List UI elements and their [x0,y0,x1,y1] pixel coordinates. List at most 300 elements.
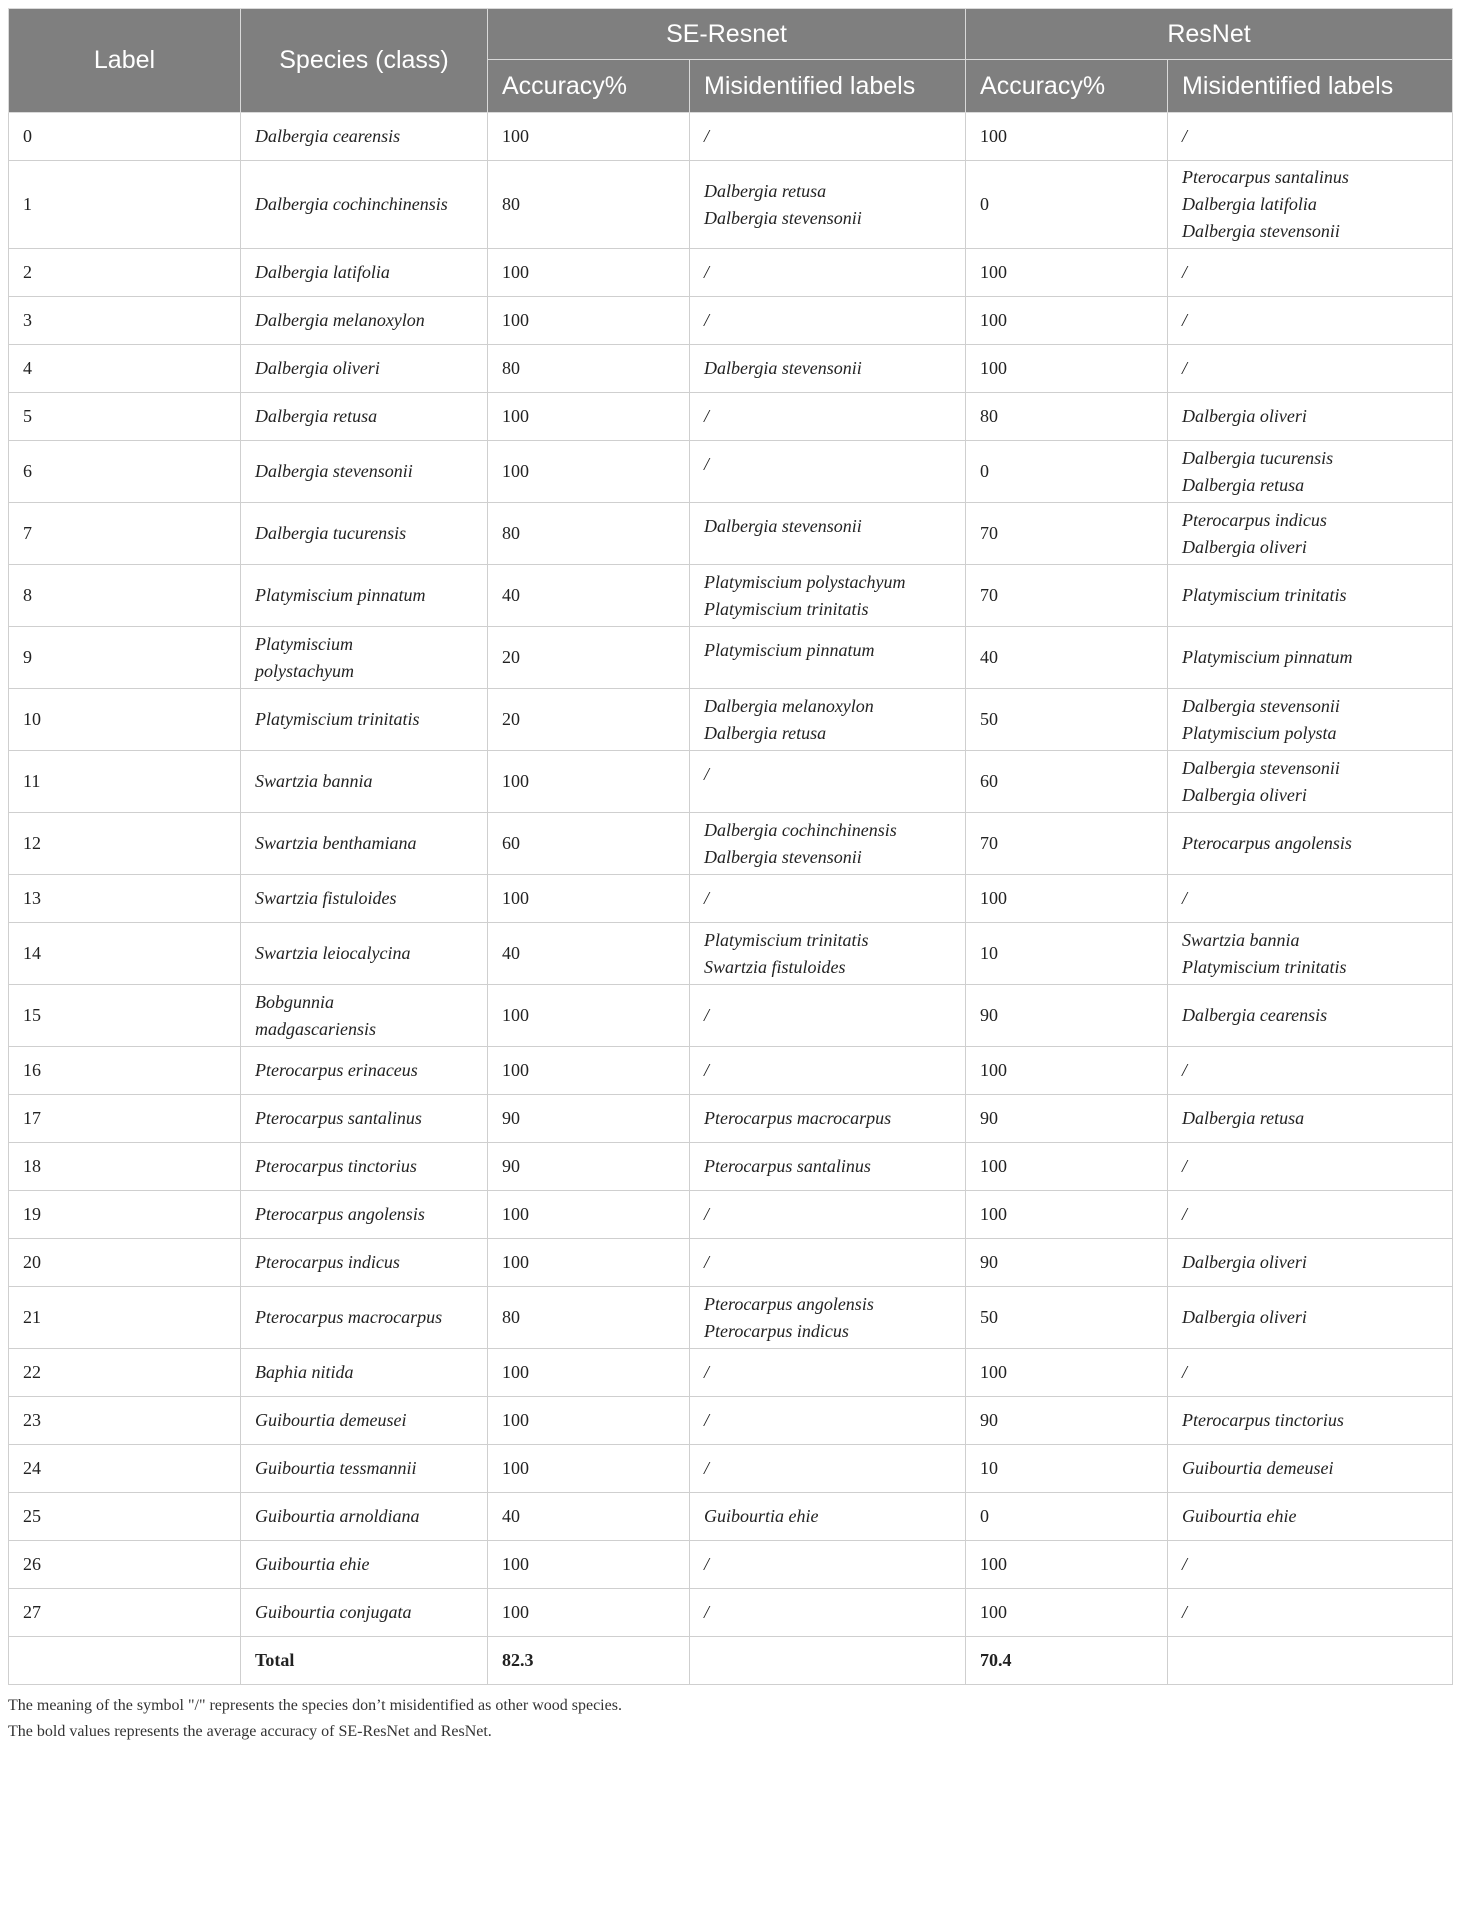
label-cell: 6 [9,441,241,503]
label-cell: 20 [9,1239,241,1287]
header-se-accuracy: Accuracy% [488,60,690,113]
table-row [9,113,1453,161]
species-cell-line: Pterocarpus macrocarpus [255,1307,443,1327]
resnet-accuracy-cell: 60 [966,751,1168,813]
resnet-misidentified-cell [1168,297,1453,345]
se-accuracy-cell: 100 [488,1397,690,1445]
species-cell-line: Swartzia bannia [255,771,373,791]
species-cell-line: Dalbergia tucurensis [255,523,407,543]
resnet-misidentified-cell-line: Dalbergia stevensonii [1182,695,1340,716]
table-body [9,113,1453,1637]
resnet-accuracy-cell: 90 [966,985,1168,1047]
species-cell-line: Guibourtia arnoldiana [255,1506,420,1526]
footnote: The bold values represents the average accuracy of SE-ResNet and ResNet. [8,1723,492,1740]
se-misidentified-cell [690,113,966,161]
table-row [9,1493,1453,1541]
species-cell-line: Dalbergia latifolia [255,262,390,282]
total-name-cell: Total [241,1637,488,1685]
table-total [9,1637,1453,1685]
resnet-misidentified-cell-line: Dalbergia cearensis [1182,1005,1328,1025]
se-misidentified-cell [690,1589,966,1637]
species-cell-line: Guibourtia ehie [255,1554,370,1574]
se-misidentified-cell-line: / [704,454,710,474]
species-cell-line: Pterocarpus erinaceus [255,1060,418,1080]
se-misidentified-cell [690,1191,966,1239]
se-accuracy-cell: 100 [488,441,690,503]
label-cell: 22 [9,1349,241,1397]
se-misidentified-cell-line: / [704,262,710,282]
se-misidentified-cell-line: / [704,1410,710,1430]
species-cell-line: Platymiscium [255,633,353,654]
resnet-misidentified-cell-line: / [1182,1362,1188,1382]
resnet-accuracy-cell: 100 [966,875,1168,923]
se-misidentified-cell-line: Dalbergia cochinchinensis [704,819,897,840]
se-accuracy-cell: 40 [488,565,690,627]
se-misidentified-cell [690,627,966,689]
footnote: The meaning of the symbol "/" represents the species don’t misidentified as other wood species. [8,1697,622,1714]
species-cell [241,627,488,689]
se-accuracy-cell: 100 [488,1191,690,1239]
resnet-accuracy-cell: 70 [966,813,1168,875]
resnet-misidentified-cell [1168,1349,1453,1397]
resnet-misidentified-cell-line: Platymiscium pinnatum [1182,647,1353,667]
species-cell [241,1191,488,1239]
species-cell [241,985,488,1047]
total-row [9,1637,1453,1685]
resnet-accuracy-cell: 100 [966,1541,1168,1589]
species-cell-line: Dalbergia cearensis [255,126,401,146]
table-row [9,1589,1453,1637]
se-misidentified-cell-line: Pterocarpus macrocarpus [704,1108,892,1128]
se-accuracy-cell: 80 [488,345,690,393]
species-cell [241,1541,488,1589]
se-misidentified-cell [690,345,966,393]
se-accuracy-cell: 100 [488,113,690,161]
se-misidentified-cell [690,1239,966,1287]
species-cell [241,1349,488,1397]
label-cell: 26 [9,1541,241,1589]
se-misidentified-cell-line: / [704,888,710,908]
resnet-misidentified-cell-line: Platymiscium trinitatis [1182,956,1347,977]
resnet-accuracy-cell: 50 [966,689,1168,751]
species-cell-line: Swartzia fistuloides [255,888,397,908]
se-misidentified-cell-line: Pterocarpus santalinus [704,1156,871,1176]
resnet-misidentified-cell [1168,923,1453,985]
resnet-accuracy-cell: 100 [966,297,1168,345]
resnet-misidentified-cell-line: Guibourtia ehie [1182,1506,1297,1526]
label-cell: 18 [9,1143,241,1191]
table-row [9,751,1453,813]
se-misidentified-cell [690,751,966,813]
se-misidentified-cell-line: / [704,126,710,146]
species-cell [241,1095,488,1143]
species-cell [241,565,488,627]
se-misidentified-cell [690,1095,966,1143]
species-cell-line: Dalbergia stevensonii [255,461,413,481]
se-misidentified-cell-line: / [704,1458,710,1478]
species-cell [241,1143,488,1191]
table-row [9,565,1453,627]
resnet-misidentified-cell-line: / [1182,1602,1188,1622]
species-cell-line: Baphia nitida [255,1362,354,1382]
species-cell-line: Pterocarpus santalinus [255,1108,422,1128]
resnet-accuracy-cell: 100 [966,1191,1168,1239]
species-cell [241,875,488,923]
se-accuracy-cell: 100 [488,1349,690,1397]
resnet-accuracy-cell: 100 [966,1589,1168,1637]
resnet-accuracy-cell: 10 [966,1445,1168,1493]
species-cell [241,1589,488,1637]
header-resnet-misidentified: Misidentified labels [1168,60,1453,113]
resnet-misidentified-cell-line: / [1182,358,1188,378]
resnet-accuracy-cell: 0 [966,441,1168,503]
resnet-misidentified-cell [1168,1445,1453,1493]
resnet-misidentified-cell-line: / [1182,126,1188,146]
species-cell [241,1397,488,1445]
resnet-misidentified-cell [1168,985,1453,1047]
table-row [9,503,1453,565]
species-cell [241,923,488,985]
resnet-misidentified-cell-line: Dalbergia stevensonii [1182,757,1340,778]
se-misidentified-cell-line: Dalbergia retusa [704,722,827,743]
se-accuracy-cell: 100 [488,751,690,813]
se-misidentified-cell-line: / [704,310,710,330]
se-accuracy-cell: 40 [488,923,690,985]
resnet-misidentified-cell-line: Guibourtia demeusei [1182,1458,1334,1478]
resnet-accuracy-cell: 90 [966,1397,1168,1445]
resnet-misidentified-cell [1168,1493,1453,1541]
label-cell: 17 [9,1095,241,1143]
species-cell [241,297,488,345]
se-misidentified-cell [690,565,966,627]
resnet-misidentified-cell [1168,1397,1453,1445]
label-cell: 3 [9,297,241,345]
resnet-misidentified-cell-line: Pterocarpus angolensis [1182,833,1352,853]
resnet-misidentified-cell-line: / [1182,1060,1188,1080]
se-misidentified-cell [690,1047,966,1095]
resnet-accuracy-cell: 0 [966,161,1168,249]
label-cell: 19 [9,1191,241,1239]
se-misidentified-cell-line: Dalbergia stevensonii [704,358,862,378]
header-se-misidentified: Misidentified labels [690,60,966,113]
se-misidentified-cell-line: Pterocarpus indicus [704,1320,849,1341]
resnet-misidentified-cell [1168,1287,1453,1349]
se-misidentified-cell-line: Platymiscium pinnatum [704,640,875,660]
se-accuracy-cell: 60 [488,813,690,875]
species-cell [241,1493,488,1541]
se-misidentified-cell-line: / [704,1362,710,1382]
species-cell [241,751,488,813]
species-cell [241,503,488,565]
se-accuracy-cell: 100 [488,1239,690,1287]
label-cell: 1 [9,161,241,249]
species-cell [241,113,488,161]
se-misidentified-cell-line: Pterocarpus angolensis [704,1293,874,1314]
se-misidentified-cell [690,689,966,751]
se-misidentified-cell-line: / [704,1554,710,1574]
label-cell: 7 [9,503,241,565]
se-accuracy-cell: 100 [488,297,690,345]
species-cell [241,689,488,751]
species-cell-line: Platymiscium trinitatis [255,709,420,729]
table-container [8,8,1452,1745]
label-cell: 4 [9,345,241,393]
resnet-misidentified-cell-line: Dalbergia oliveri [1182,784,1307,805]
se-misidentified-cell-line: Platymiscium polystachyum [704,571,906,592]
table-row [9,1445,1453,1493]
resnet-misidentified-cell [1168,1143,1453,1191]
species-cell [241,1445,488,1493]
species-cell-line: Pterocarpus tinctorius [255,1156,417,1176]
se-accuracy-cell: 90 [488,1143,690,1191]
resnet-accuracy-cell: 70 [966,565,1168,627]
resnet-misidentified-cell [1168,689,1453,751]
table-row [9,393,1453,441]
se-misidentified-cell [690,923,966,985]
resnet-misidentified-cell-line: Swartzia bannia [1182,929,1300,950]
table-row [9,1349,1453,1397]
se-misidentified-cell-line: / [704,406,710,426]
se-misidentified-cell-line: Dalbergia stevensonii [704,846,862,867]
resnet-misidentified-cell-line: Dalbergia latifolia [1182,194,1317,214]
species-cell [241,1239,488,1287]
header-resnet: ResNet [966,9,1453,60]
table-row [9,1191,1453,1239]
resnet-misidentified-cell [1168,627,1453,689]
se-misidentified-cell-line: Platymiscium trinitatis [704,929,869,950]
resnet-accuracy-cell: 40 [966,627,1168,689]
resnet-accuracy-cell: 100 [966,1047,1168,1095]
species-cell-line: Dalbergia melanoxylon [255,310,425,330]
se-misidentified-cell-line: / [704,1602,710,1622]
species-cell-line: Dalbergia oliveri [255,358,380,378]
se-accuracy-cell: 100 [488,985,690,1047]
table-row [9,1239,1453,1287]
resnet-misidentified-cell-line: / [1182,310,1188,330]
species-cell-line: Pterocarpus indicus [255,1252,400,1272]
table-footnotes [8,1693,1452,1745]
se-misidentified-cell [690,1397,966,1445]
se-misidentified-cell [690,1143,966,1191]
label-cell: 11 [9,751,241,813]
se-misidentified-cell-line: / [704,764,710,784]
se-misidentified-cell [690,249,966,297]
resnet-misidentified-cell-line: / [1182,1156,1188,1176]
se-misidentified-cell [690,1541,966,1589]
se-accuracy-cell: 100 [488,249,690,297]
resnet-misidentified-cell [1168,441,1453,503]
resnet-accuracy-cell: 0 [966,1493,1168,1541]
resnet-misidentified-cell [1168,345,1453,393]
resnet-misidentified-cell-line: Pterocarpus santalinus [1182,167,1349,187]
se-misidentified-cell [690,503,966,565]
species-cell [241,345,488,393]
se-misidentified-cell-line: Dalbergia melanoxylon [704,695,874,716]
resnet-misidentified-cell-line: Dalbergia tucurensis [1182,447,1334,468]
resnet-misidentified-cell [1168,1047,1453,1095]
se-misidentified-cell-line: / [704,1060,710,1080]
se-accuracy-cell: 20 [488,627,690,689]
table-row [9,1047,1453,1095]
se-misidentified-cell [690,441,966,503]
resnet-misidentified-cell-line: Dalbergia retusa [1182,474,1305,495]
table-row [9,1143,1453,1191]
header-resnet-accuracy: Accuracy% [966,60,1168,113]
resnet-misidentified-cell-line: Pterocarpus indicus [1182,509,1327,530]
resnet-misidentified-cell [1168,813,1453,875]
species-cell [241,1287,488,1349]
table-row [9,1397,1453,1445]
se-misidentified-cell [690,1349,966,1397]
resnet-misidentified-cell [1168,503,1453,565]
resnet-misidentified-cell [1168,393,1453,441]
table-row [9,1287,1453,1349]
se-accuracy-cell: 100 [488,1589,690,1637]
se-misidentified-cell-line: Guibourtia ehie [704,1506,819,1526]
se-accuracy-cell: 80 [488,161,690,249]
species-cell [241,813,488,875]
species-cell [241,441,488,503]
resnet-misidentified-cell-line: Platymiscium trinitatis [1182,585,1347,605]
label-cell: 9 [9,627,241,689]
resnet-accuracy-cell: 80 [966,393,1168,441]
se-misidentified-cell-line: Dalbergia stevensonii [704,516,862,536]
label-cell: 12 [9,813,241,875]
resnet-accuracy-cell: 100 [966,249,1168,297]
species-cell-line: Guibourtia tessmannii [255,1458,417,1478]
label-cell: 5 [9,393,241,441]
se-misidentified-cell-line: Dalbergia stevensonii [704,207,862,228]
table-row [9,345,1453,393]
se-accuracy-cell: 100 [488,875,690,923]
resnet-misidentified-cell [1168,1589,1453,1637]
table-row [9,923,1453,985]
species-cell-line: madgascariensis [255,1018,376,1039]
resnet-misidentified-cell [1168,1095,1453,1143]
se-misidentified-cell-line: / [704,1005,710,1025]
resnet-misidentified-cell [1168,161,1453,249]
resnet-misidentified-cell-line: Dalbergia stevensonii [1182,221,1340,241]
label-cell: 21 [9,1287,241,1349]
resnet-misidentified-cell-line: / [1182,1554,1188,1574]
resnet-accuracy-cell: 10 [966,923,1168,985]
se-accuracy-cell: 100 [488,1445,690,1493]
table-row [9,161,1453,249]
table-row [9,627,1453,689]
resnet-misidentified-cell [1168,1541,1453,1589]
resnet-misidentified-cell-line: Pterocarpus tinctorius [1182,1410,1344,1430]
se-misidentified-cell [690,985,966,1047]
table-row [9,985,1453,1047]
resnet-misidentified-cell-line: Platymiscium polysta [1182,722,1337,743]
se-misidentified-cell [690,1445,966,1493]
se-misidentified-cell [690,393,966,441]
se-misidentified-cell [690,1287,966,1349]
species-cell-line: Dalbergia retusa [255,406,378,426]
table-row [9,875,1453,923]
species-cell-line: Pterocarpus angolensis [255,1204,425,1224]
label-cell: 24 [9,1445,241,1493]
se-misidentified-cell-line: / [704,1204,710,1224]
table-row [9,249,1453,297]
resnet-misidentified-cell-line: / [1182,1204,1188,1224]
species-cell [241,1047,488,1095]
resnet-misidentified-cell [1168,249,1453,297]
label-cell: 27 [9,1589,241,1637]
species-cell-line: Guibourtia conjugata [255,1602,412,1622]
se-accuracy-cell: 80 [488,503,690,565]
header-se-resnet: SE-Resnet [488,9,966,60]
se-accuracy-cell: 100 [488,1047,690,1095]
species-cell [241,161,488,249]
label-cell: 16 [9,1047,241,1095]
species-cell-line: Platymiscium pinnatum [255,585,426,605]
species-cell-line: polystachyum [255,660,354,681]
total-se-accuracy: 82.3 [488,1637,690,1685]
header-label: Label [9,9,241,113]
results-table [8,8,1453,1685]
total-resnet-misidentified [1168,1637,1453,1685]
label-cell: 10 [9,689,241,751]
se-misidentified-cell [690,297,966,345]
se-misidentified-cell [690,161,966,249]
resnet-misidentified-cell-line: Dalbergia oliveri [1182,1307,1307,1327]
table-row [9,297,1453,345]
label-cell: 8 [9,565,241,627]
resnet-accuracy-cell: 70 [966,503,1168,565]
resnet-misidentified-cell [1168,113,1453,161]
resnet-misidentified-cell-line: / [1182,262,1188,282]
label-cell: 13 [9,875,241,923]
header-species: Species (class) [241,9,488,113]
label-cell: 25 [9,1493,241,1541]
label-cell: 23 [9,1397,241,1445]
label-cell: 0 [9,113,241,161]
label-cell: 14 [9,923,241,985]
resnet-accuracy-cell: 50 [966,1287,1168,1349]
se-misidentified-cell [690,1493,966,1541]
total-se-misidentified [690,1637,966,1685]
se-misidentified-cell [690,813,966,875]
resnet-misidentified-cell [1168,1239,1453,1287]
resnet-misidentified-cell [1168,565,1453,627]
se-accuracy-cell: 100 [488,393,690,441]
table-row [9,1541,1453,1589]
se-accuracy-cell: 40 [488,1493,690,1541]
species-cell-line: Bobgunnia [255,991,334,1012]
table-row [9,813,1453,875]
se-accuracy-cell: 100 [488,1541,690,1589]
resnet-accuracy-cell: 100 [966,1349,1168,1397]
se-misidentified-cell-line: Swartzia fistuloides [704,956,846,977]
label-cell: 15 [9,985,241,1047]
species-cell-line: Swartzia benthamiana [255,833,417,853]
table-row [9,689,1453,751]
resnet-misidentified-cell [1168,875,1453,923]
resnet-accuracy-cell: 90 [966,1095,1168,1143]
se-misidentified-cell-line: / [704,1252,710,1272]
se-accuracy-cell: 20 [488,689,690,751]
se-misidentified-cell-line: Dalbergia retusa [704,180,827,201]
species-cell [241,249,488,297]
resnet-misidentified-cell [1168,1191,1453,1239]
se-misidentified-cell-line: Platymiscium trinitatis [704,598,869,619]
species-cell-line: Dalbergia cochinchinensis [255,194,448,214]
resnet-misidentified-cell-line: Dalbergia retusa [1182,1108,1305,1128]
resnet-accuracy-cell: 100 [966,113,1168,161]
resnet-misidentified-cell-line: Dalbergia oliveri [1182,406,1307,426]
table-row [9,441,1453,503]
